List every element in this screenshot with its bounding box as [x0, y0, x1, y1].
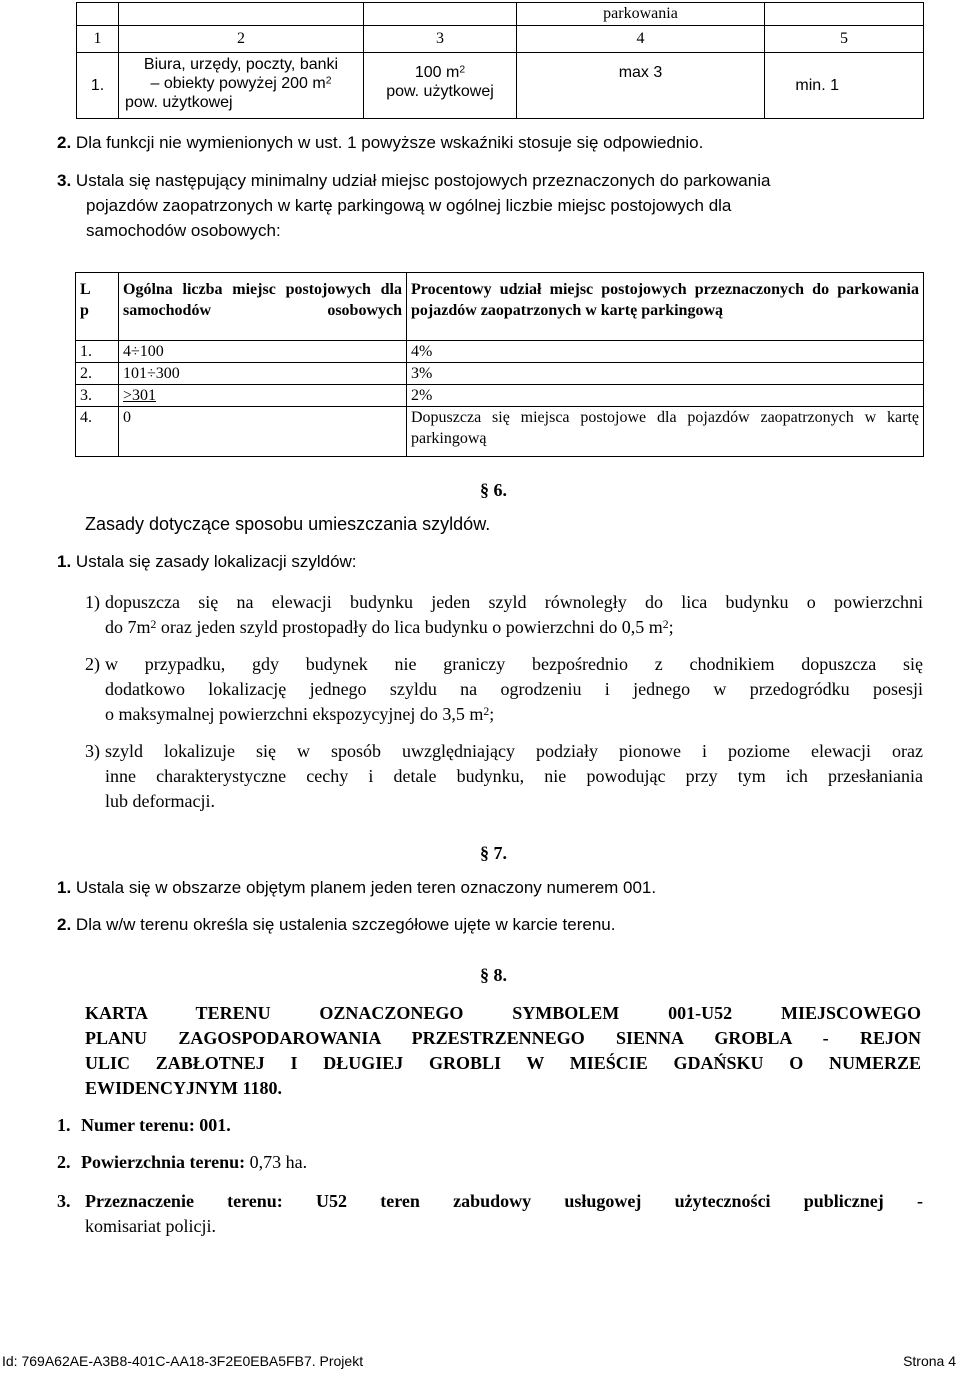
table-cell [765, 3, 924, 26]
table-cell: Dopuszcza się miejsca postojowe dla pojazdów zaopatrzonych w kartę parkingową [407, 407, 924, 457]
table-cell [119, 3, 364, 26]
table-cell: 4% [407, 341, 924, 363]
table-header-lp: L p [76, 273, 119, 341]
section-text: Dla funkcji nie wymienionych w ust. 1 powyższe wskaźniki stosuje się odpowiednio. [75, 133, 704, 152]
table-cell-function [119, 53, 364, 119]
terrain-area: 2. Powierzchnia terenu: 0,73 ha. [57, 1152, 308, 1172]
table-cell-lp: 1. [77, 53, 119, 119]
table-cell [77, 3, 119, 26]
cell-line: pow. użytkowej [125, 94, 233, 111]
table-header-cell: 4 [517, 26, 765, 53]
paragraph-6-mark: § 6. [480, 480, 507, 500]
terrain-number: 1. Numer terenu: 001. [57, 1115, 231, 1135]
parking-table-top [76, 2, 924, 119]
section-3 [57, 168, 917, 243]
section-line: pojazdów zaopatrzonych w kartę parkingową w ogólnej liczbie miejsc postojowych dla [86, 196, 732, 215]
cell-line: 100 $m^2$ [414, 64, 466, 81]
paragraph-8-mark: § 8. [480, 965, 507, 985]
page-number: Strona 4 [903, 1353, 956, 1369]
list-item: 3) szyld lokalizuje się w sposób uwzględniający podziały pionowe i poziome elewacji oraz inne charakterystyczne cechy i detale budynku, nie powodując przy tym ich przesłaniania lub deformacji. [85, 741, 923, 811]
table-cell: 3% [407, 363, 924, 385]
table-header-cell: 1 [77, 26, 119, 53]
table-header-cell: 3 [364, 26, 517, 53]
table-cell-min: min. 1 [765, 53, 924, 119]
table-cell: 2. [76, 363, 119, 385]
paragraph-7-point-1: 1. Ustala się w obszarze objętym planem jeden teren oznaczony numerem 001. [57, 878, 657, 897]
section-line: samochodów osobowych: [86, 221, 281, 240]
table-header-cell: 2 [119, 26, 364, 53]
table-cell: >301 [119, 385, 407, 407]
table-cell: 4. [76, 407, 119, 457]
table-header-percent: Procentowy udział miejsc postojowych przeznaczonych do parkowania pojazdów zaopatrzonych w kartę parkingową [407, 273, 924, 341]
paragraph-6-list [85, 590, 923, 814]
table-cell: 101÷300 [119, 363, 407, 385]
table-cell: 3. [76, 385, 119, 407]
table-cell: 1. [76, 341, 119, 363]
terrain-card-heading: KARTA TERENU OZNACZONEGO SYMBOLEM 001-U52 MIEJSCOWEGO PLANU ZAGOSPODAROWANIA PRZESTRZENNEGO SIENNA GROBLA - REJON ULIC ZABŁOTNEJ I DŁUGIEJ GROBLI W MIEŚCIE GDAŃSKU O NUMERZE EWIDENCYJNYM 1180. [85, 1003, 921, 1098]
paragraph-7-point-2: 2. Dla w/w terenu określa się ustalenia szczegółowe ujęte w karcie terenu. [57, 915, 616, 934]
terrain-purpose: 3. Przeznaczenie terenu: U52 teren zabudowy usługowej użyteczności publicznej - komisariat policji. [57, 1191, 923, 1236]
section-2 [57, 130, 703, 155]
cell-line: pow. użytkowej [386, 83, 494, 100]
table-header-cell: 5 [765, 26, 924, 53]
paragraph-6-point-1: 1. Ustala się zasady lokalizacji szyldów: [57, 552, 357, 571]
table-cell-reference [364, 53, 517, 119]
paragraph-7-mark: § 7. [480, 843, 507, 863]
list-item: 1) dopuszcza się na elewacji budynku jeden szyld równoległy do lica budynku o powierzchni do $7m^2$ oraz jeden szyld prostopadły do lica budynku o powierzchni do 0,5 $m^2$; [85, 592, 923, 637]
table-cell [364, 3, 517, 26]
disabled-parking-table [75, 272, 924, 457]
section-number: 3. [57, 171, 72, 190]
list-item: 2) w przypadku, gdy budynek nie graniczy bezpośrednio z chodnikiem dopuszcza się dodatkowo lokalizację jednego szyldu na ogrodzeniu i jednego w przedogródku posesji o maksymalnej powierzchni ekspozycyjnej do 3,5 $m^2$; [85, 654, 923, 724]
table-cell: 0 [119, 407, 407, 457]
table-cell: parkowania [517, 3, 765, 26]
table-header-count: Ogólna liczba miejsc postojowych dla samochodów osobowych [119, 273, 407, 341]
cell-line: – obiekty powyżej 200 $m^2$ [150, 75, 332, 92]
table-cell: 2% [407, 385, 924, 407]
section-number: 2. [57, 133, 72, 152]
cell-line: Biura, urzędy, poczty, banki [143, 56, 339, 73]
table-cell: 4÷100 [119, 341, 407, 363]
section-line: Ustala się następujący minimalny udział miejsc postojowych przeznaczonych do parkowania [75, 171, 771, 190]
table-cell-max: max 3 [517, 53, 765, 119]
document-id: Id: 769A62AE-A3B8-401C-AA18-3F2E0EBA5FB7. Projekt [2, 1353, 364, 1369]
paragraph-6-title: Zasady dotyczące sposobu umieszczania szyldów. [85, 514, 491, 534]
